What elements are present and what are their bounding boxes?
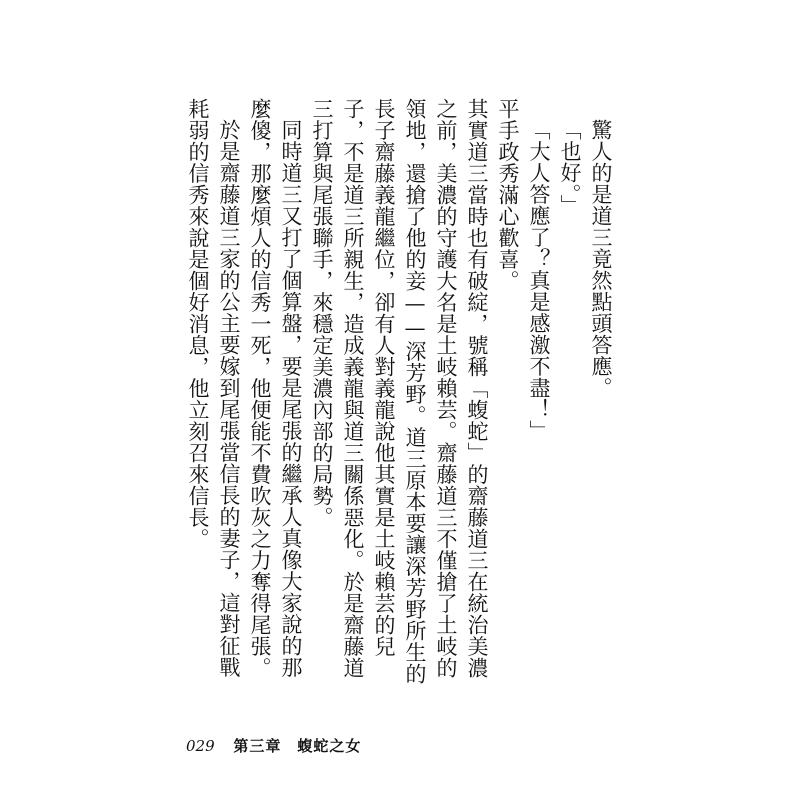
paragraph-2: 「也好。」 <box>558 119 582 216</box>
paragraph-1: 驚人的是道三竟然點頭答應。 <box>589 119 613 399</box>
paragraph-4: 平手政秀滿心歡喜。 <box>496 98 520 292</box>
paragraph-3: 「大人答應了？真是感激不盡！」 <box>527 119 551 442</box>
chapter-title: 第三章 蝮蛇之女 <box>233 737 362 755</box>
paragraph-7: 於是齋藤道三家的公主要嫁到尾張當信長的妻子，這對征戰耗弱的信秀來說是個好消息，他立刻召來信長。 <box>186 98 241 678</box>
paragraph-6: 同時道三又打了個算盤，要是尾張的繼承人真像大家說的那麼傻，那麼煩人的信秀一死，他便能不費吹灰之力奪得尾張。 <box>248 98 303 679</box>
page-footer <box>186 735 361 756</box>
page-number: 029 <box>186 737 215 755</box>
paragraph-5: 其實道三當時也有破綻，號稱「蝮蛇」的齋藤道三在統治美濃之前，美濃的守護大名是土岐賴芸。齋藤道三不僅搶了土岐的領地，還搶了他的妾——深芳野。道三原本要讓深芳野所生的長子齋藤義龍繼位，卻有人對義龍說他其實是土岐賴芸的兒子，不是道三所親生，造成義龍與道三關係惡化。於是齋藤道三打算與尾張聯手，來穩定美濃內部的局勢。 <box>310 98 489 685</box>
vertical-body-text <box>182 98 616 698</box>
